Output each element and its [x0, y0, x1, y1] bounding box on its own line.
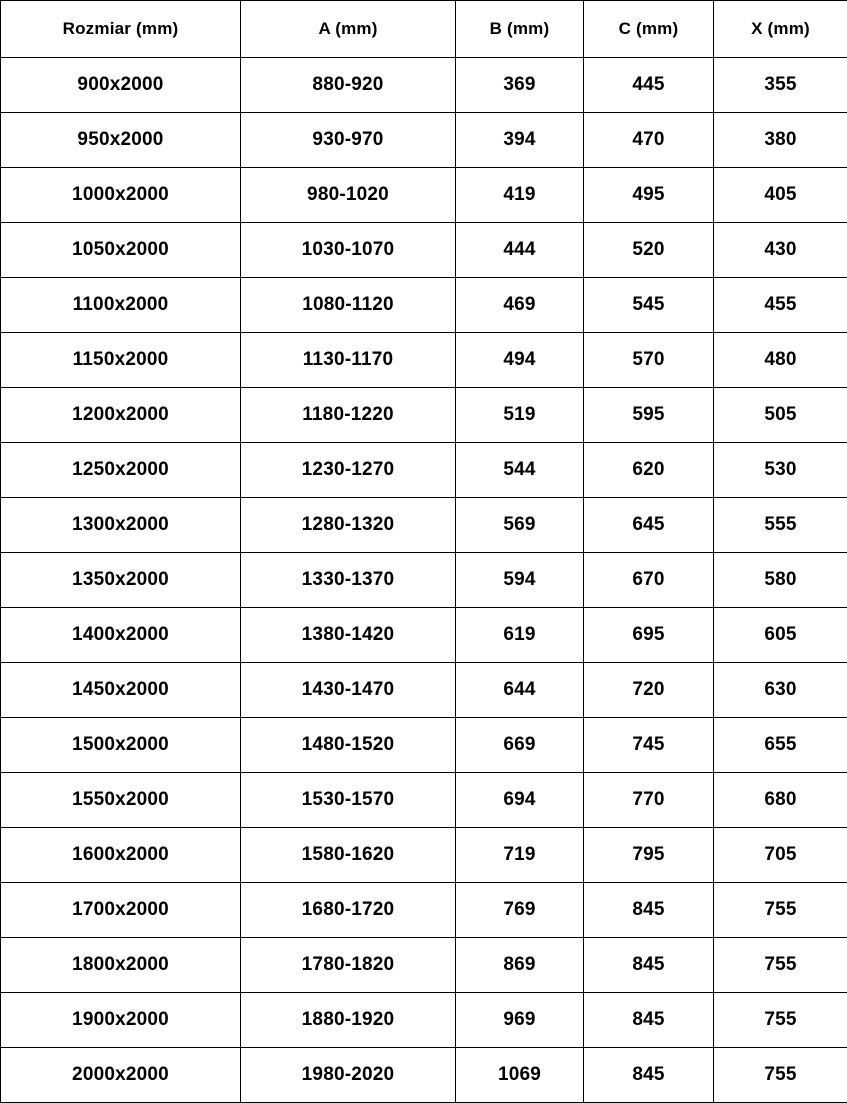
table-header-row: [1, 1, 847, 58]
column-header-c: C (mm): [584, 1, 714, 58]
cell-size: 950x2000: [1, 113, 241, 168]
table-row: [1, 773, 847, 828]
cell-a: 1780-1820: [241, 938, 456, 993]
table-row: [1, 113, 847, 168]
cell-size: 1500x2000: [1, 718, 241, 773]
cell-size: 1050x2000: [1, 223, 241, 278]
cell-a: 1230-1270: [241, 443, 456, 498]
cell-x: 755: [714, 1048, 847, 1103]
cell-c: 720: [584, 663, 714, 718]
table-row: [1, 58, 847, 113]
table-row: [1, 608, 847, 663]
cell-b: 369: [456, 58, 584, 113]
table-row: [1, 718, 847, 773]
cell-size: 1400x2000: [1, 608, 241, 663]
cell-size: 1800x2000: [1, 938, 241, 993]
cell-b: 619: [456, 608, 584, 663]
cell-c: 620: [584, 443, 714, 498]
cell-size: 1250x2000: [1, 443, 241, 498]
table-row: [1, 663, 847, 718]
cell-size: 1900x2000: [1, 993, 241, 1048]
cell-size: 1000x2000: [1, 168, 241, 223]
cell-b: 519: [456, 388, 584, 443]
cell-a: 980-1020: [241, 168, 456, 223]
table-header: [1, 1, 847, 58]
cell-a: 930-970: [241, 113, 456, 168]
cell-c: 445: [584, 58, 714, 113]
cell-x: 680: [714, 773, 847, 828]
cell-b: 719: [456, 828, 584, 883]
cell-x: 355: [714, 58, 847, 113]
cell-b: 419: [456, 168, 584, 223]
cell-size: 1150x2000: [1, 333, 241, 388]
cell-x: 705: [714, 828, 847, 883]
cell-b: 394: [456, 113, 584, 168]
cell-size: 1200x2000: [1, 388, 241, 443]
cell-b: 569: [456, 498, 584, 553]
cell-a: 1380-1420: [241, 608, 456, 663]
cell-c: 595: [584, 388, 714, 443]
cell-c: 670: [584, 553, 714, 608]
cell-x: 430: [714, 223, 847, 278]
cell-c: 845: [584, 938, 714, 993]
cell-x: 605: [714, 608, 847, 663]
cell-b: 869: [456, 938, 584, 993]
cell-c: 845: [584, 993, 714, 1048]
cell-b: 969: [456, 993, 584, 1048]
cell-c: 470: [584, 113, 714, 168]
table-row: [1, 938, 847, 993]
column-header-a: A (mm): [241, 1, 456, 58]
table-body: [1, 58, 847, 1103]
cell-a: 880-920: [241, 58, 456, 113]
table-row: [1, 993, 847, 1048]
cell-b: 594: [456, 553, 584, 608]
cell-x: 480: [714, 333, 847, 388]
table-row: [1, 498, 847, 553]
cell-a: 1130-1170: [241, 333, 456, 388]
cell-size: 1600x2000: [1, 828, 241, 883]
cell-x: 455: [714, 278, 847, 333]
cell-a: 1080-1120: [241, 278, 456, 333]
cell-c: 745: [584, 718, 714, 773]
cell-x: 755: [714, 883, 847, 938]
table-row: [1, 1048, 847, 1103]
column-header-size: Rozmiar (mm): [1, 1, 241, 58]
column-header-x: X (mm): [714, 1, 847, 58]
table-row: [1, 883, 847, 938]
table-row: [1, 443, 847, 498]
cell-c: 645: [584, 498, 714, 553]
cell-x: 555: [714, 498, 847, 553]
cell-x: 755: [714, 938, 847, 993]
table-row: [1, 223, 847, 278]
cell-c: 845: [584, 1048, 714, 1103]
cell-a: 1030-1070: [241, 223, 456, 278]
cell-size: 2000x2000: [1, 1048, 241, 1103]
cell-a: 1430-1470: [241, 663, 456, 718]
cell-b: 544: [456, 443, 584, 498]
cell-c: 770: [584, 773, 714, 828]
cell-b: 444: [456, 223, 584, 278]
table-row: [1, 388, 847, 443]
cell-b: 669: [456, 718, 584, 773]
cell-a: 1180-1220: [241, 388, 456, 443]
cell-x: 755: [714, 993, 847, 1048]
cell-a: 1880-1920: [241, 993, 456, 1048]
cell-c: 795: [584, 828, 714, 883]
column-header-b: B (mm): [456, 1, 584, 58]
cell-b: 494: [456, 333, 584, 388]
cell-a: 1330-1370: [241, 553, 456, 608]
cell-c: 545: [584, 278, 714, 333]
cell-b: 644: [456, 663, 584, 718]
cell-x: 505: [714, 388, 847, 443]
cell-a: 1530-1570: [241, 773, 456, 828]
table-row: [1, 828, 847, 883]
cell-x: 405: [714, 168, 847, 223]
cell-size: 1450x2000: [1, 663, 241, 718]
cell-size: 1300x2000: [1, 498, 241, 553]
cell-c: 845: [584, 883, 714, 938]
table-row: [1, 168, 847, 223]
cell-c: 495: [584, 168, 714, 223]
cell-a: 1680-1720: [241, 883, 456, 938]
cell-x: 630: [714, 663, 847, 718]
cell-b: 769: [456, 883, 584, 938]
cell-a: 1480-1520: [241, 718, 456, 773]
cell-x: 580: [714, 553, 847, 608]
cell-size: 1350x2000: [1, 553, 241, 608]
table-row: [1, 553, 847, 608]
cell-b: 694: [456, 773, 584, 828]
cell-a: 1280-1320: [241, 498, 456, 553]
cell-size: 1700x2000: [1, 883, 241, 938]
cell-x: 380: [714, 113, 847, 168]
cell-size: 1550x2000: [1, 773, 241, 828]
cell-b: 469: [456, 278, 584, 333]
cell-a: 1980-2020: [241, 1048, 456, 1103]
cell-b: 1069: [456, 1048, 584, 1103]
cell-c: 695: [584, 608, 714, 663]
cell-size: 900x2000: [1, 58, 241, 113]
cell-a: 1580-1620: [241, 828, 456, 883]
cell-size: 1100x2000: [1, 278, 241, 333]
cell-c: 570: [584, 333, 714, 388]
cell-x: 530: [714, 443, 847, 498]
table-row: [1, 333, 847, 388]
cell-c: 520: [584, 223, 714, 278]
cell-x: 655: [714, 718, 847, 773]
table-row: [1, 278, 847, 333]
